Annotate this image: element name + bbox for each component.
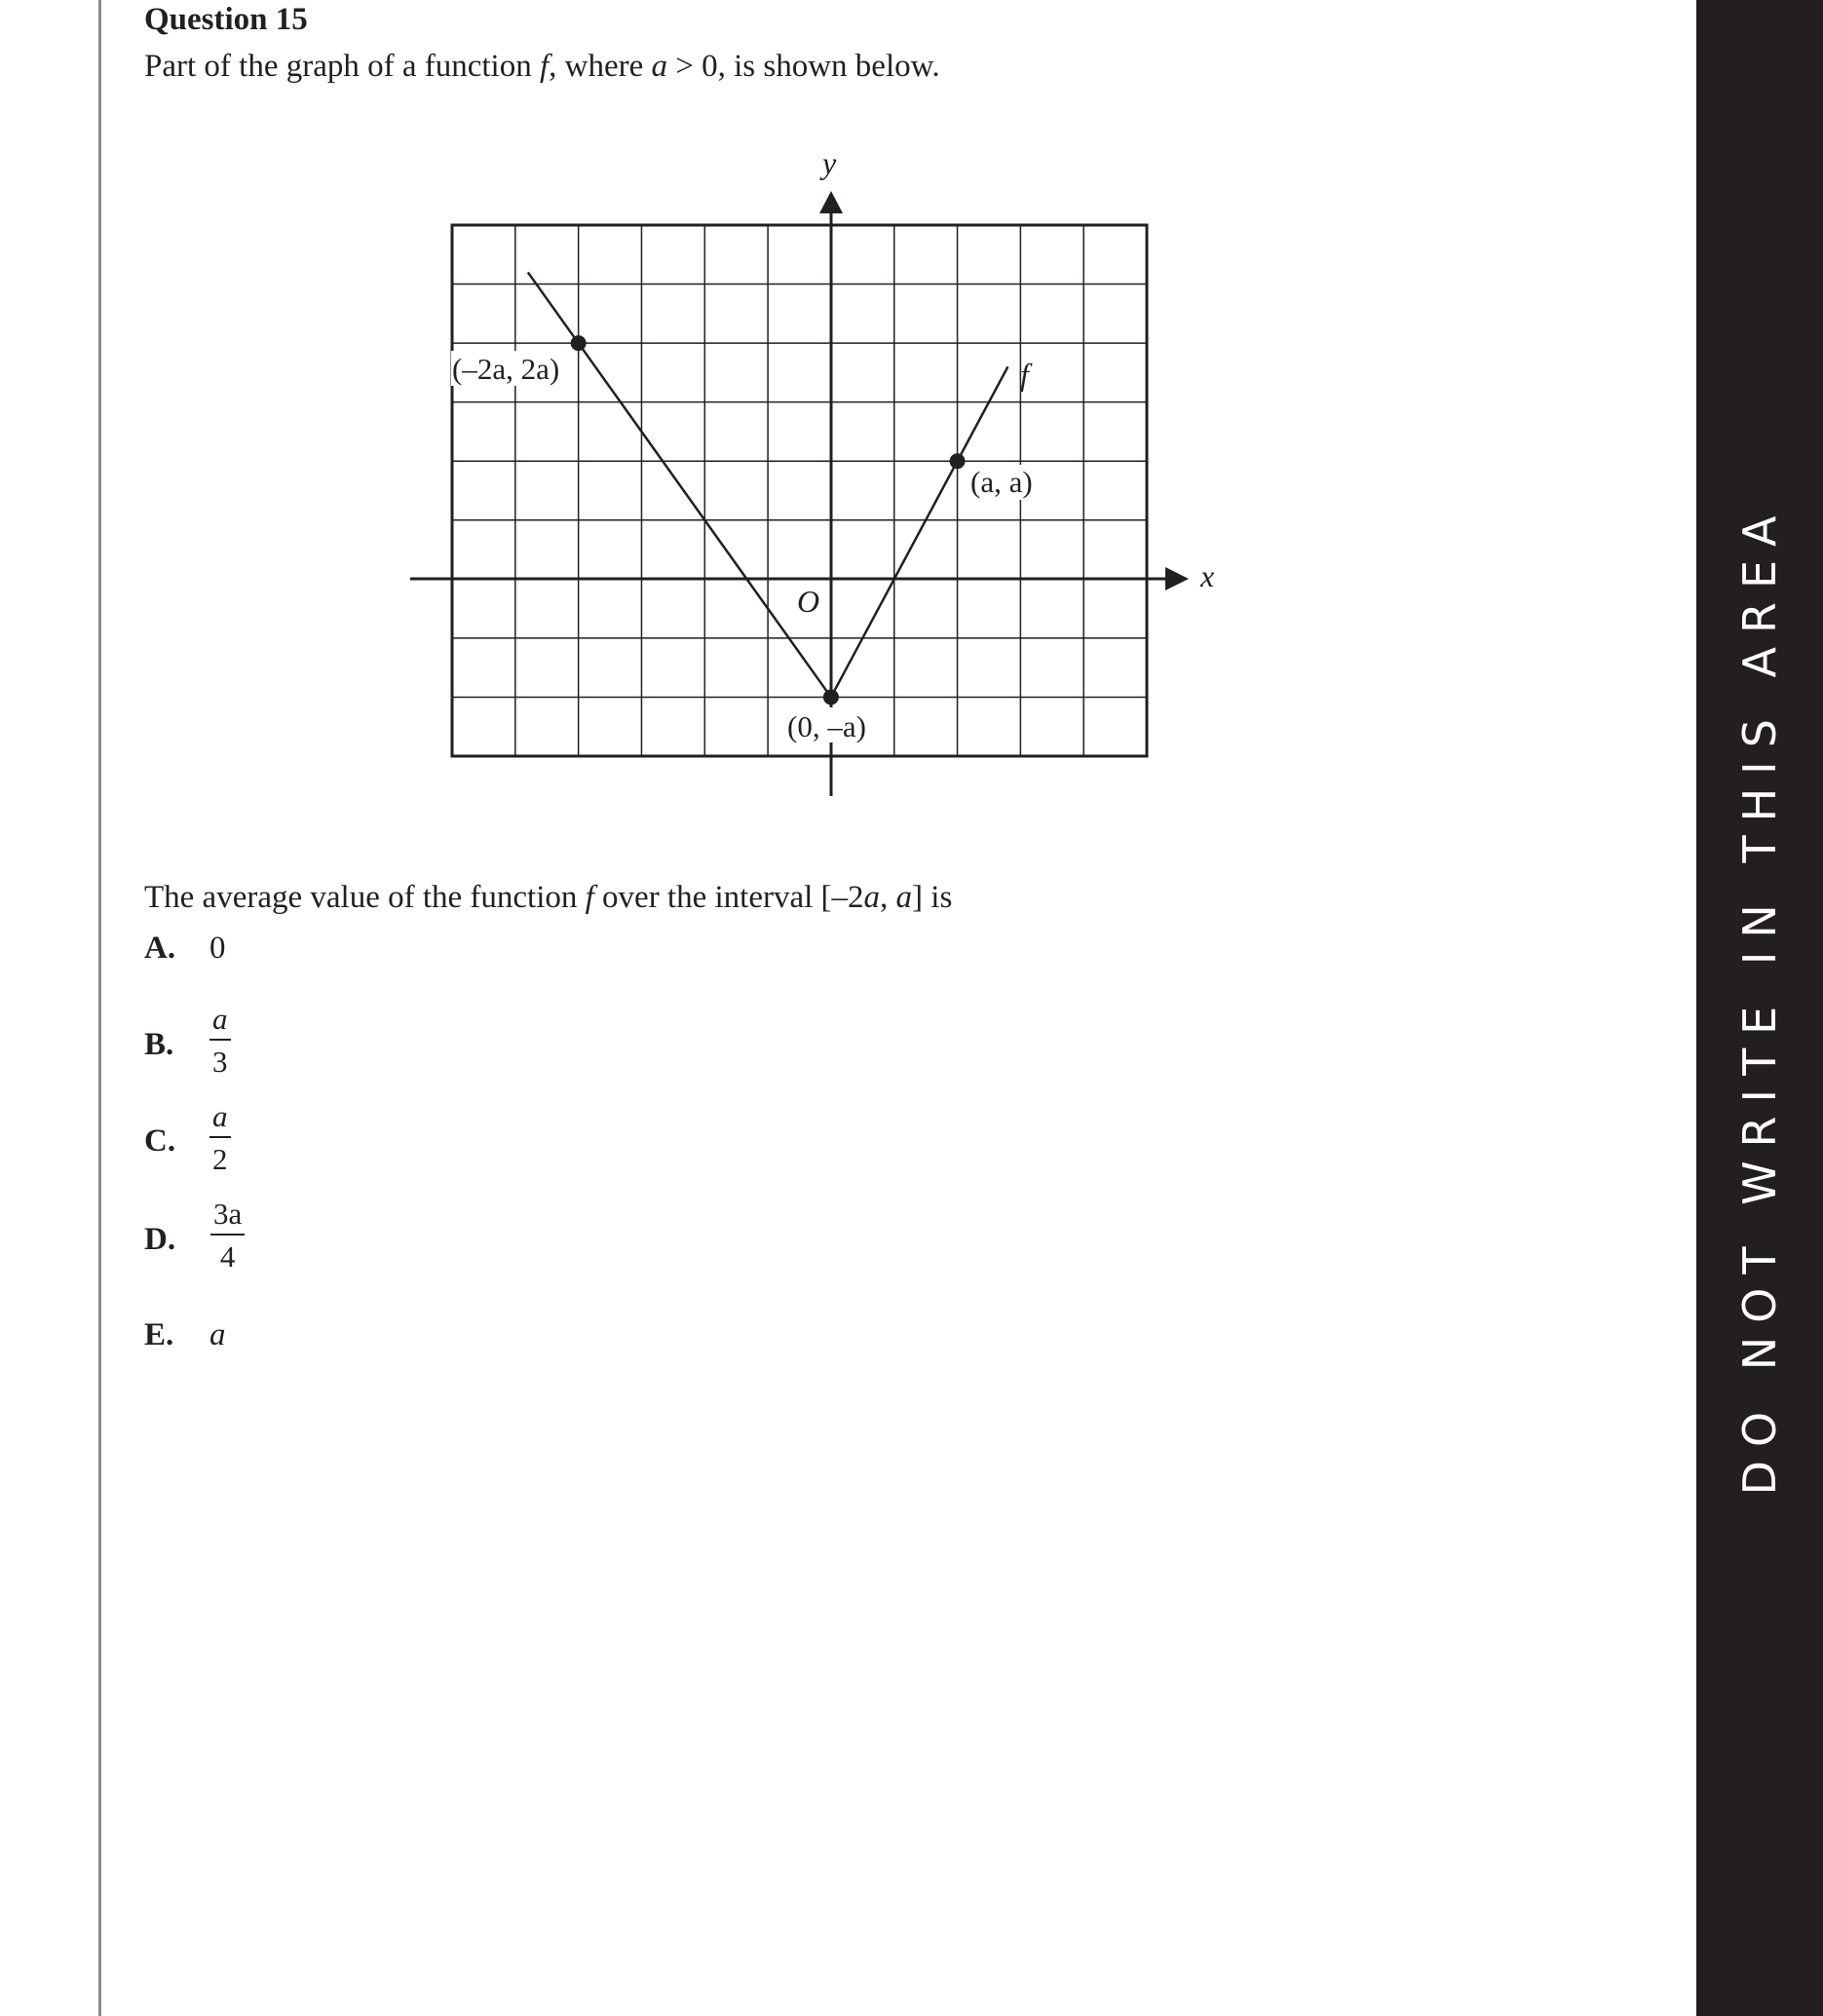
y-axis-arrow-icon: [819, 191, 843, 213]
y-axis-label: y: [822, 145, 837, 180]
option-d-denominator: 4: [219, 1239, 236, 1274]
option-b-denominator: 3: [212, 1045, 228, 1079]
option-d-fraction: [210, 1198, 245, 1272]
function-graph: [0, 0, 1267, 838]
question-prompt: The average value of the function f over the interval [–2a, a] is: [144, 880, 953, 915]
option-e-letter[interactable]: E.: [144, 1317, 174, 1352]
option-c-numerator: a: [209, 1101, 231, 1138]
option-c-letter[interactable]: C.: [144, 1123, 176, 1159]
x-axis-label: x: [1200, 558, 1215, 593]
point-label-right: (a, a): [970, 465, 1033, 499]
point-label-left: (–2a, 2a): [452, 352, 560, 386]
option-d-numerator: 3a: [210, 1198, 245, 1236]
option-a-letter[interactable]: A.: [144, 931, 176, 966]
option-a-value: 0: [209, 931, 226, 966]
point-label-bottom: (0, –a): [787, 709, 866, 743]
option-c-fraction: [209, 1101, 231, 1174]
marked-point: [823, 689, 839, 704]
option-b-letter[interactable]: B.: [144, 1027, 174, 1062]
option-b-numerator: a: [209, 1004, 231, 1041]
function-label: f: [1020, 357, 1029, 392]
question-stem: Part of the graph of a function f, where a > 0, is shown below.: [144, 49, 940, 84]
option-c-denominator: 2: [212, 1142, 228, 1176]
question-title: Question 15: [144, 2, 308, 37]
marked-point: [950, 453, 966, 469]
origin-label: O: [797, 584, 820, 619]
x-axis-arrow-icon: [1165, 567, 1189, 590]
option-d-letter[interactable]: D.: [144, 1222, 176, 1257]
marked-point: [571, 335, 587, 351]
option-b-fraction: [209, 1004, 231, 1077]
grid-border: [452, 225, 1147, 756]
grid: [452, 225, 1147, 756]
do-not-write-text: DO NOT WRITE IN THIS AREA: [1733, 502, 1786, 1496]
option-e-value: a: [209, 1317, 226, 1352]
